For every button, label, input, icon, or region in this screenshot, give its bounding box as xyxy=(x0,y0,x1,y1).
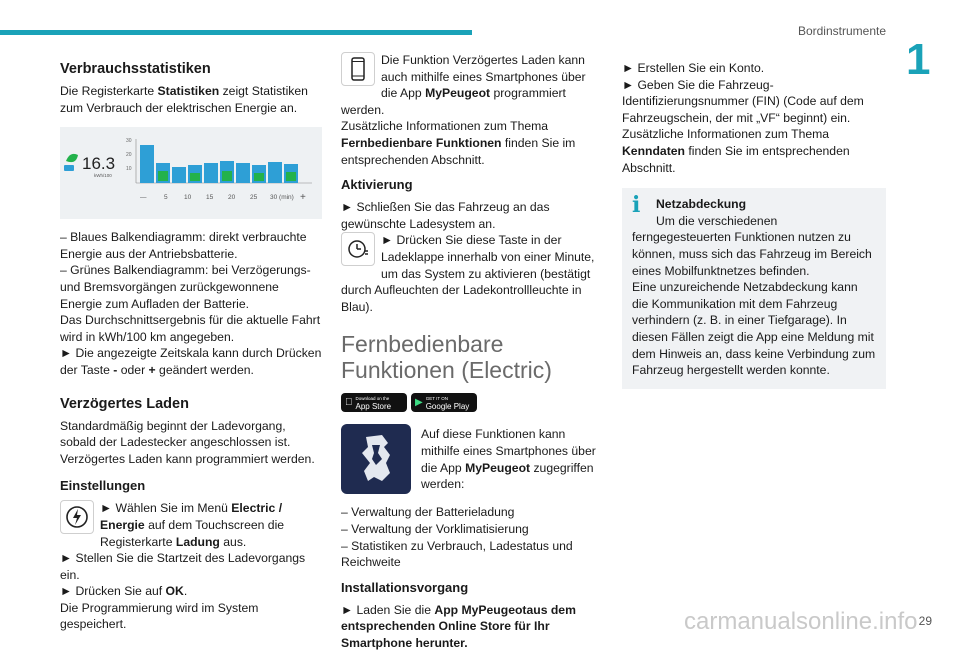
chapter-number: 1 xyxy=(906,35,931,84)
text: oder xyxy=(117,362,149,377)
store-badges xyxy=(341,393,603,412)
badge-small: Download on the xyxy=(348,395,382,401)
heading-activation: Aktivierung xyxy=(341,177,413,193)
text: zugegriffen werden: xyxy=(421,460,594,492)
text: geändert werden. xyxy=(155,362,254,377)
electric-energy-icon xyxy=(60,500,94,534)
column-2 xyxy=(341,52,603,651)
info-box-network-coverage xyxy=(622,188,886,389)
paragraph-remote-ref xyxy=(341,118,603,168)
bold-text: MyPeugeot xyxy=(425,86,491,101)
bullet-blue-bars: – Blaues Balkendiagramm: direkt verbrauchte Energie aus der Antriebsbatterie. xyxy=(60,230,307,261)
y-tick: 20 xyxy=(126,152,132,159)
text: Zusätzliche Informationen zum Thema xyxy=(341,119,549,134)
text: ► Drücken Sie auf xyxy=(60,584,166,599)
paragraph-delayed-intro: Standardmäßig beginnt der Ladevorgang, sobald der Ladestecker angeschlossen ist. Verzögertes Laden kann programmiert werden. xyxy=(60,418,315,466)
step-press-ok xyxy=(60,583,322,600)
bold-text: Fernbedienbare Funktionen xyxy=(341,135,502,150)
bar-blue xyxy=(236,163,250,183)
text: finden Sie im entsprechenden Abschnitt. xyxy=(622,143,850,175)
bold-text: App MyPeugeotaus dem entsprechenden Online Store für Ihr Smartphone herunter. xyxy=(341,602,576,650)
x-tick: 25 xyxy=(250,194,258,202)
header-accent-bar xyxy=(0,30,472,35)
column-3 xyxy=(622,60,886,389)
x-tick: — xyxy=(140,194,147,202)
badge-big: Google Play xyxy=(425,401,470,411)
text: . xyxy=(183,584,188,599)
text: auf dem Touchscreen die Registerkarte xyxy=(100,517,285,549)
section-title-remote-functions: Fernbedienbare Funktionen (Electric) xyxy=(341,331,552,384)
paragraph-specs-ref xyxy=(622,126,886,176)
google-play-badge[interactable] xyxy=(411,393,477,412)
x-tick: + xyxy=(300,192,306,204)
heading-delayed-charging: Verzögertes Laden xyxy=(60,395,189,412)
app-store-badge[interactable] xyxy=(341,393,407,412)
paragraph-smartphone xyxy=(341,52,603,118)
paragraph-timescale xyxy=(60,345,322,378)
leaf-icon xyxy=(64,154,78,171)
text: ► Wählen Sie im Menü xyxy=(100,501,232,516)
bar-blue xyxy=(140,145,154,183)
step-create-account: ► Erstellen Sie ein Konto. xyxy=(622,61,765,75)
bar-green xyxy=(286,172,296,181)
text: ► Laden Sie die xyxy=(341,602,435,617)
text: programmiert werden. xyxy=(341,86,566,117)
peugeot-lion-icon xyxy=(341,424,411,494)
heading-consumption-stats: Verbrauchsstatistiken xyxy=(60,61,211,77)
bold-text: OK xyxy=(165,584,184,599)
list-item: – Verwaltung der Batterieladung xyxy=(341,505,515,520)
info-icon: i xyxy=(632,192,641,219)
text: aus. xyxy=(219,534,247,549)
x-tick: 30 (min) xyxy=(270,194,294,202)
heading-installation: Installationsvorgang xyxy=(341,579,469,595)
stats-screen-graphic xyxy=(60,127,322,219)
bar-green xyxy=(158,171,168,181)
paragraph-saved: Die Programmierung wird im System gespeichert. xyxy=(60,600,259,632)
bold-text: Electric / Energie xyxy=(100,501,283,532)
y-tick: 30 xyxy=(126,138,132,145)
badge-big: App Store xyxy=(348,401,384,411)
bold-text: Ladung xyxy=(175,534,220,549)
text: Auf diese Funktionen kann mithilfe eines Smartphones über die App xyxy=(421,427,596,475)
x-tick: 15 xyxy=(206,194,214,202)
info-title xyxy=(632,192,876,219)
charge-timer-icon xyxy=(341,232,375,266)
bar-green xyxy=(254,173,264,181)
bar-blue xyxy=(204,163,218,183)
badge-small: GET IT ON xyxy=(425,395,449,401)
step-select-menu xyxy=(60,500,322,550)
page-number: 29 xyxy=(918,614,932,628)
bullet-green-bars: – Grünes Balkendiagramm: bei Verzögerungs- und Bremsvorgängen zurückgewonnene Energie zum Aufladen der Batterie. xyxy=(60,263,311,311)
google-play-icon: ▶ xyxy=(415,396,423,408)
step-download-app xyxy=(341,602,603,651)
watermark: carmanualsonline.info xyxy=(684,608,918,635)
bold-text: Kenndaten xyxy=(622,143,685,158)
text: zeigt Statistiken zum Verbrauch der elektrischen Energie an. xyxy=(60,84,308,115)
bar-green xyxy=(222,171,232,181)
bold-text: MyPeugeot xyxy=(465,460,531,475)
x-tick: 10 xyxy=(184,194,192,202)
step-enter-vin: ► Geben Sie die Fahrzeug-Identifizierungsnummer (FIN) (Code auf dem Fahrzeugschein, der mit „VF“ beginnt) ein. xyxy=(622,77,864,125)
x-tick: 5 xyxy=(164,194,168,202)
text: Die Funktion Verzögertes Laden kann auch mithilfe eines Smartphones über die App xyxy=(381,53,586,101)
list-item: – Verwaltung der Vorklimatisierung xyxy=(341,521,529,536)
consumption-stats-screenshot xyxy=(60,127,322,219)
list-item: – Statistiken zu Verbrauch, Ladestatus und Reichweite xyxy=(341,538,573,570)
text: ► Die angezeigte Zeitskala kann durch Drücken der Taste xyxy=(60,346,322,377)
stats-unit: kWh/100 xyxy=(94,173,112,179)
paragraph-stats-intro xyxy=(60,83,322,116)
paragraph-average: Das Durchschnittsergebnis für die aktuelle Fahrt wird in kWh/100 km angegeben. xyxy=(60,313,321,344)
minus-key: - xyxy=(113,362,118,377)
step-connect: ► Schließen Sie das Fahrzeug an das gewünschte Ladesystem an. xyxy=(341,200,550,231)
info-text: Um die verschiedenen ferngegesteuerten Funktionen nutzen zu können, muss sich das Fahrzeug im Bereich eines Mobilfunktnetzes befinden. xyxy=(632,213,872,278)
text: Die Registerkarte xyxy=(60,84,158,98)
plus-key: + xyxy=(148,362,156,377)
apple-icon xyxy=(345,398,353,408)
x-tick: 20 xyxy=(228,194,236,202)
bold-text: Statistiken xyxy=(157,84,220,98)
heading-settings: Einstellungen xyxy=(60,478,146,494)
bold-text: Netzabdeckung xyxy=(656,197,747,212)
section-title: Bordinstrumente xyxy=(797,24,886,38)
stats-big-value: 16.3 xyxy=(82,154,116,174)
bar-blue xyxy=(268,162,282,183)
text: Zusätzliche Informationen zum Thema xyxy=(622,127,830,142)
text: finden Sie im entsprechenden Abschnitt. xyxy=(341,135,576,167)
y-tick: 10 xyxy=(126,166,132,173)
step-press-button: ► Drücken Sie diese Taste in der Ladeklappe innerhalb von einer Minute, um das System zu aktivieren (bestätigt durch Aufleuchten der Ladekontrollleuchte in Blau). xyxy=(341,233,595,314)
column-1 xyxy=(60,52,322,633)
step-set-start-time: ► Stellen Sie die Startzeit des Ladevorgangs ein. xyxy=(60,551,306,582)
smartphone-icon xyxy=(341,52,375,86)
bar-green xyxy=(190,173,200,181)
info-text: Eine unzureichende Netzabdeckung kann die Kommunikation mit dem Fahrzeug verhindern (z. B. in einer Tiefgarage). In diesen Fällen zeigt die App eine Meldung mit dem Hinweis an, dass keine Verbindung zum Fahrzeug hergestellt werden konnte. xyxy=(632,280,876,378)
bar-blue xyxy=(172,167,186,183)
